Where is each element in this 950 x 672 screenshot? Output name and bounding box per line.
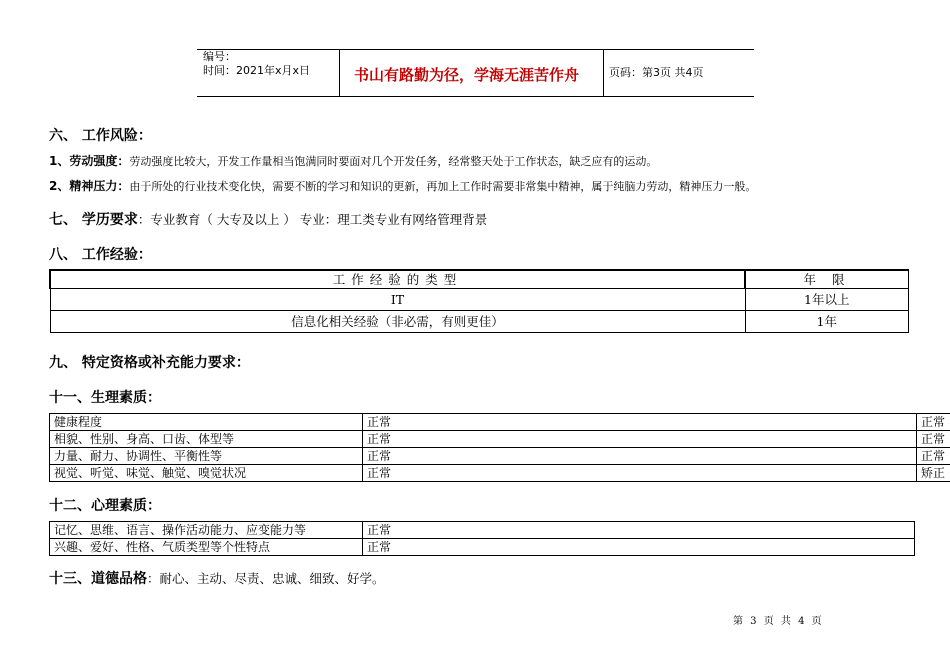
section-education: [49, 209, 487, 229]
experience-years-cell: 1年: [745, 311, 909, 333]
physical-value-cell: 正常: [917, 431, 950, 448]
table-row: [50, 539, 915, 556]
table-row: [50, 448, 950, 465]
experience-table: [49, 269, 909, 333]
psychological-value-cell: 正常: [363, 522, 915, 539]
physical-item-cell: 健康程度: [50, 414, 363, 431]
experience-type-cell: 信息化相关经验（非必需，有则更佳）: [50, 311, 745, 333]
table-row: [50, 311, 909, 333]
physical-item-cell: 力量、耐力、协调性、平衡性等: [50, 448, 363, 465]
risk-item-labor: [49, 152, 657, 169]
section-moral-title: 十三、道德品格: [49, 571, 147, 587]
column-header-type: 工作经验的类型: [50, 270, 745, 289]
table-row: [50, 289, 909, 311]
header-page-number: 页码：第3页 共4页: [609, 66, 704, 79]
physical-value-cell: 正常: [363, 448, 917, 465]
physical-item-cell: 视觉、听觉、味觉、触觉、嗅觉状况: [50, 465, 363, 482]
risk-item-label: 2、精神压力：: [49, 179, 130, 193]
section-qualifications-title: 九、 特定资格或补充能力要求：: [49, 355, 250, 371]
psychological-value-cell: 正常: [363, 539, 915, 556]
psychological-quality-table: [49, 521, 915, 556]
physical-value-cell: 正常: [363, 431, 917, 448]
document-number-label: 编号：: [203, 50, 236, 63]
physical-quality-table: [49, 413, 950, 482]
table-row: [50, 414, 950, 431]
section-work-risk-title: 六、 工作风险：: [49, 128, 152, 144]
header-divider-right: [603, 49, 604, 96]
risk-item-label: 1、劳动强度：: [49, 154, 130, 168]
psychological-item-cell: 兴趣、爱好、性格、气质类型等个性特点: [50, 539, 363, 556]
physical-value-cell: 正常: [917, 414, 950, 431]
risk-item-text: 劳动强度比较大，开发工作量相当饱满同时要面对几个开发任务，经常整天处于工作状态，缺乏应有的运动。: [129, 155, 658, 168]
section-experience-title: 八、 工作经验：: [49, 247, 152, 263]
header-motto: 书山有路勤为径，学海无涯苦作舟: [354, 66, 580, 84]
physical-value-cell: 正常: [363, 414, 917, 431]
section-physical-title: 十一、生理素质：: [49, 390, 161, 406]
physical-item-cell: 相貌、性别、身高、口齿、体型等: [50, 431, 363, 448]
table-row: [50, 522, 915, 539]
table-row: [50, 465, 950, 482]
psychological-item-cell: 记忆、思维、语言、操作活动能力、应变能力等: [50, 522, 363, 539]
header-top-rule: [197, 49, 754, 50]
risk-item-stress: [49, 177, 756, 194]
table-row: [50, 431, 950, 448]
moral-character-text: ：耐心、主动、尽责、忠诚、细致、好学。: [147, 571, 385, 586]
physical-value-cell: 矫正: [917, 465, 950, 482]
header-divider-left: [339, 49, 340, 96]
header-bottom-rule: [197, 96, 754, 97]
section-education-title: 七、 学历要求: [49, 212, 138, 228]
document-date: 时间：2021年x月x日: [203, 64, 311, 77]
footer-page-number: 第 3 页 共 4 页: [733, 616, 824, 627]
risk-item-text: 由于所处的行业技术变化快，需要不断的学习和知识的更新，再加上工作时需要非常集中精神，属于纯脑力劳动，精神压力一般。: [129, 180, 757, 193]
physical-value-cell: 正常: [917, 448, 950, 465]
education-requirement-text: ：专业教育（ 大专及以上 ） 专业：理工类专业有网络管理背景: [137, 212, 488, 227]
table-header-row: [50, 270, 909, 289]
column-header-years: 年 限: [745, 270, 909, 289]
section-moral-character: [49, 568, 385, 588]
section-psychological-title: 十二、心理素质：: [49, 498, 161, 514]
physical-value-cell: 正常: [363, 465, 917, 482]
experience-type-cell: IT: [50, 289, 745, 311]
experience-years-cell: 1年以上: [745, 289, 909, 311]
